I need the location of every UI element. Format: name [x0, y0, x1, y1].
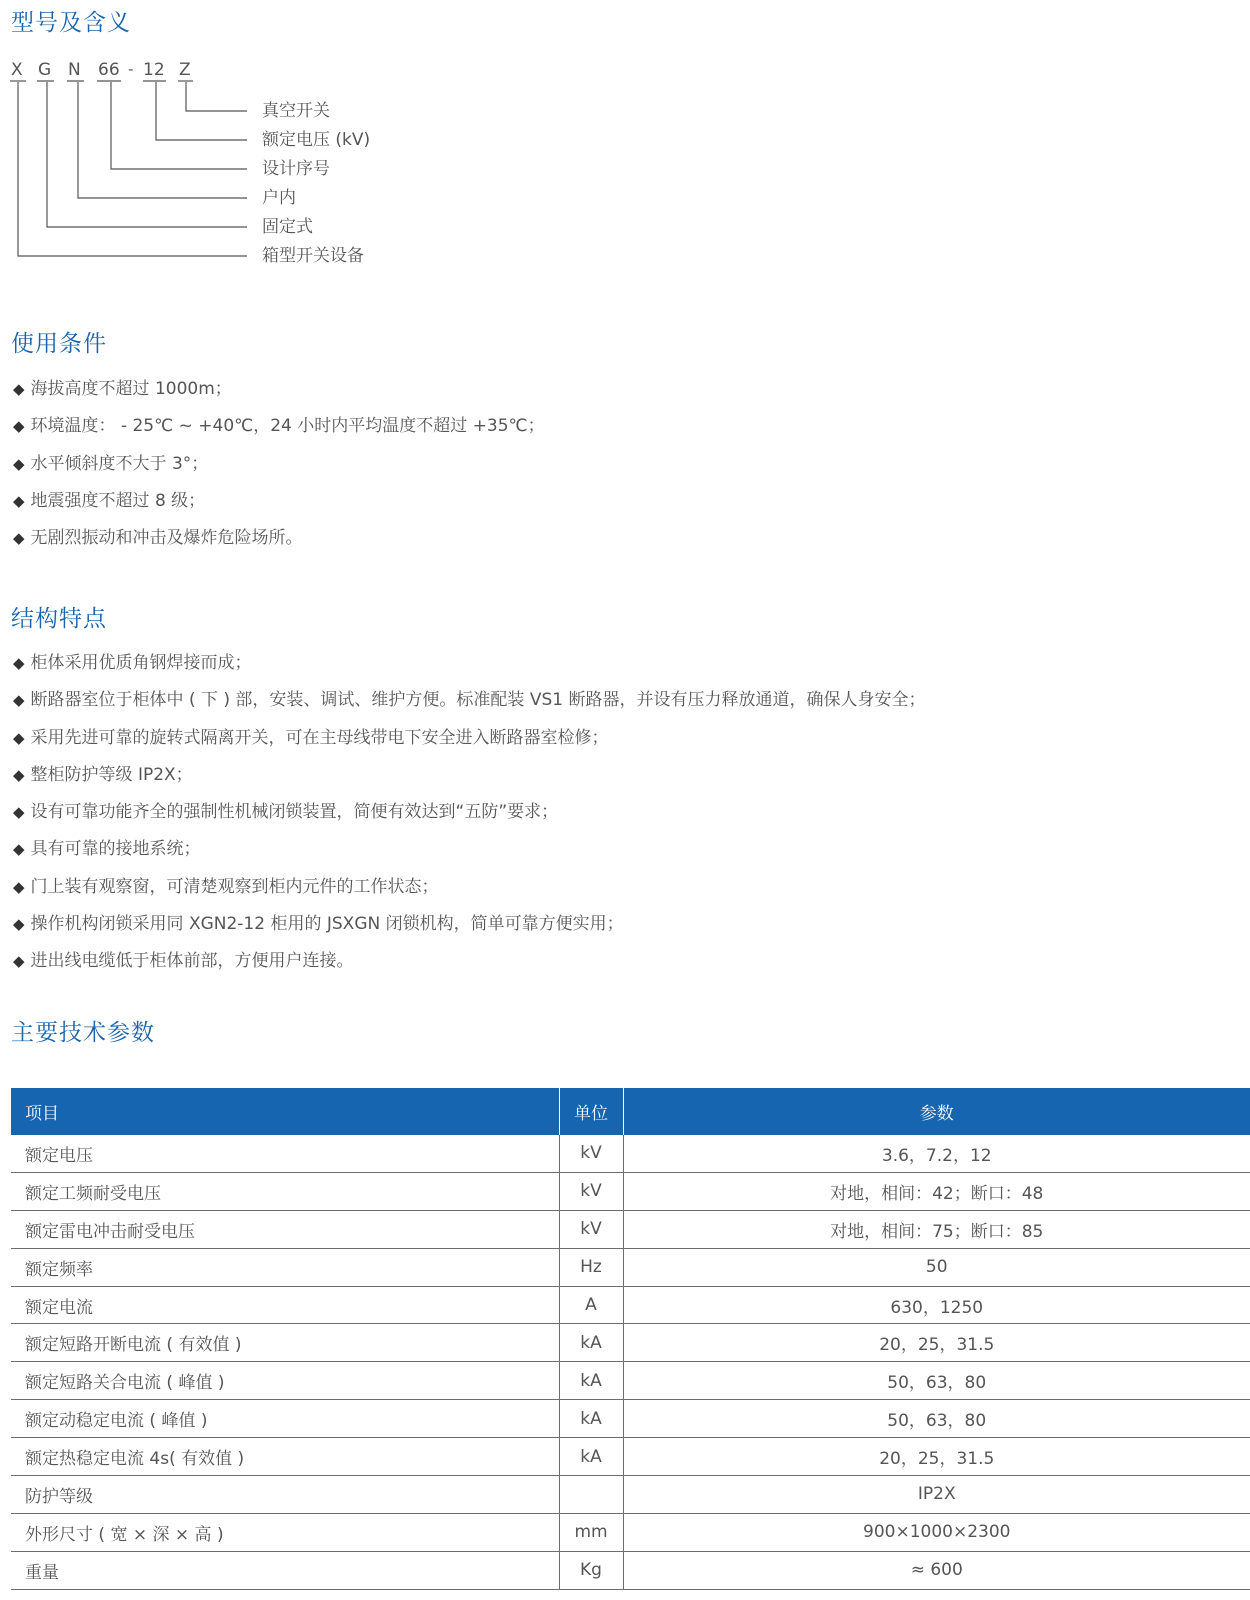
list-item-text: 具有可靠的接地系统；: [30, 839, 201, 860]
diamond-bullet-icon: ◆: [13, 952, 25, 971]
table-row: [11, 1362, 1250, 1400]
diamond-bullet-icon: ◆: [13, 840, 25, 859]
features-list: [13, 650, 925, 986]
list-item-text: 环境温度： - 25℃ ~ +40℃，24 小时内平均温度不超过 +35℃；: [30, 416, 545, 437]
cell-item: 额定工频耐受电压: [11, 1172, 559, 1210]
cell-item: 额定电压: [11, 1135, 559, 1172]
code-part-n: N: [68, 60, 81, 80]
cell-unit: mm: [559, 1513, 623, 1551]
list-item-text: 水平倾斜度不大于 3°；: [30, 453, 209, 474]
table-row: [11, 1400, 1250, 1438]
table-row: [11, 1210, 1250, 1248]
cell-unit: kV: [559, 1210, 623, 1248]
section-title-conditions: 使用条件: [11, 331, 107, 357]
code-part-voltage: 12: [143, 60, 165, 80]
diamond-bullet-icon: ◆: [13, 877, 25, 896]
diamond-bullet-icon: ◆: [13, 915, 25, 934]
cell-item: 额定热稳定电流 4s( 有效值 ): [11, 1438, 559, 1476]
list-item: [13, 836, 925, 873]
diamond-bullet-icon: ◆: [13, 765, 25, 784]
list-item-text: 断路器室位于柜体中 ( 下 ) 部，安装、调试、维护方便。标准配装 VS1 断路器，并设有压力释放通道，确保人身安全；: [30, 690, 926, 711]
section-title-params: 主要技术参数: [11, 1020, 155, 1046]
list-item-text: 柜体采用优质角钢焊接而成；: [30, 653, 252, 673]
list-item: [13, 488, 545, 525]
list-item: [13, 948, 925, 985]
cell-unit: kA: [559, 1438, 623, 1476]
diamond-bullet-icon: ◆: [13, 417, 25, 436]
meaning-box-switchgear: 箱型开关设备: [262, 246, 364, 266]
cell-unit: kV: [559, 1172, 623, 1210]
code-part-design: 66: [98, 60, 120, 80]
cell-value: 3.6，7.2，12: [623, 1135, 1250, 1172]
diamond-bullet-icon: ◆: [13, 691, 25, 710]
list-item: [13, 762, 925, 799]
conditions-list: [13, 376, 545, 562]
cell-item: 外形尺寸 ( 宽 × 深 × 高 ): [11, 1513, 559, 1551]
leader-g: [47, 82, 247, 227]
list-item-text: 操作机构闭锁采用同 XGN2-12 柜用的 JSXGN 闭锁机构，简单可靠方便实用；: [30, 914, 624, 935]
cell-item: 额定频率: [11, 1248, 559, 1286]
list-item: [13, 874, 925, 911]
cell-value: 50，63，80: [623, 1362, 1250, 1400]
cell-value: IP2X: [623, 1476, 1250, 1514]
table-row: [11, 1248, 1250, 1286]
cell-item: 额定雷电冲击耐受电压: [11, 1210, 559, 1248]
leader-z: [186, 82, 247, 111]
code-part-g: G: [38, 60, 52, 80]
list-item: [13, 911, 925, 948]
cell-unit: Kg: [559, 1551, 623, 1589]
list-item: [13, 687, 925, 724]
table-row: [11, 1286, 1250, 1324]
cell-value: 20，25，31.5: [623, 1324, 1250, 1362]
model-code-diagram: [0, 0, 260, 270]
list-item-text: 进出线电缆低于柜体前部，方便用户连接。: [30, 951, 354, 972]
list-item-text: 海拔高度不超过 1000m；: [30, 379, 232, 399]
table-row: [11, 1172, 1250, 1210]
list-item: [13, 413, 545, 450]
cell-unit: kA: [559, 1362, 623, 1400]
cell-value: 对地，相间：75；断口：85: [623, 1210, 1250, 1248]
cell-value: 630，1250: [623, 1286, 1250, 1324]
cell-value: ≈ 600: [623, 1551, 1250, 1589]
list-item-text: 门上装有观察窗，可清楚观察到柜内元件的工作状态；: [30, 876, 439, 897]
cell-value: 对地，相间：42；断口：48: [623, 1172, 1250, 1210]
meaning-indoor: 户内: [262, 188, 296, 208]
table-row: [11, 1324, 1250, 1362]
meaning-fixed: 固定式: [262, 217, 313, 237]
header-value: 参数: [623, 1088, 1250, 1135]
list-item-text: 采用先进可靠的旋转式隔离开关，可在主母线带电下安全进入断路器室检修；: [30, 727, 609, 748]
cell-item: 额定动稳定电流 ( 峰值 ): [11, 1400, 559, 1438]
cell-unit: A: [559, 1286, 623, 1324]
cell-value: 900×1000×2300: [623, 1513, 1250, 1551]
meaning-vacuum-switch: 真空开关: [262, 101, 330, 121]
table-header-row: [11, 1088, 1250, 1135]
diamond-bullet-icon: ◆: [13, 728, 25, 747]
list-item: [13, 525, 545, 562]
cell-item: 额定电流: [11, 1286, 559, 1324]
section-title-features: 结构特点: [11, 606, 107, 632]
list-item-text: 设有可靠功能齐全的强制性机械闭锁装置，简便有效达到“五防”要求；: [30, 802, 559, 823]
cell-value: 50，63，80: [623, 1400, 1250, 1438]
diamond-bullet-icon: ◆: [13, 654, 25, 672]
cell-unit: kA: [559, 1324, 623, 1362]
cell-value: 20，25，31.5: [623, 1438, 1250, 1476]
cell-value: 50: [623, 1248, 1250, 1286]
header-unit: 单位: [559, 1088, 623, 1135]
code-separator: -: [128, 60, 134, 78]
code-part-z: Z: [179, 60, 191, 80]
cell-unit: kA: [559, 1400, 623, 1438]
code-part-x: X: [11, 60, 23, 80]
list-item-text: 地震强度不超过 8 级；: [30, 490, 206, 511]
meaning-rated-voltage: 额定电压 (kV): [262, 130, 371, 150]
param-table: [11, 1088, 1250, 1590]
table-row: [11, 1135, 1250, 1172]
cell-unit: Hz: [559, 1248, 623, 1286]
cell-item: 重量: [11, 1551, 559, 1589]
list-item: [13, 725, 925, 762]
diamond-bullet-icon: ◆: [13, 529, 25, 548]
diamond-bullet-icon: ◆: [13, 380, 25, 398]
diamond-bullet-icon: ◆: [13, 454, 25, 473]
cell-item: 防护等级: [11, 1476, 559, 1514]
cell-item: 额定短路开断电流 ( 有效值 ): [11, 1324, 559, 1362]
meaning-design-serial: 设计序号: [262, 159, 330, 179]
list-item-text: 无剧烈振动和冲击及爆炸危险场所。: [30, 528, 303, 549]
table-row: [11, 1476, 1250, 1514]
header-item: 项目: [11, 1088, 559, 1135]
cell-unit: kV: [559, 1135, 623, 1172]
table-row: [11, 1513, 1250, 1551]
cell-unit: [559, 1476, 623, 1514]
list-item: [13, 799, 925, 836]
list-item: [13, 376, 545, 413]
list-item-text: 整柜防护等级 IP2X；: [30, 764, 193, 785]
section-title-model: 型号及含义: [11, 10, 131, 36]
list-item: [13, 650, 925, 687]
list-item: [13, 451, 545, 488]
table-row: [11, 1438, 1250, 1476]
leader-design: [111, 82, 247, 169]
table-row: [11, 1551, 1250, 1589]
diamond-bullet-icon: ◆: [13, 803, 25, 822]
cell-item: 额定短路关合电流 ( 峰值 ): [11, 1362, 559, 1400]
diamond-bullet-icon: ◆: [13, 491, 25, 510]
